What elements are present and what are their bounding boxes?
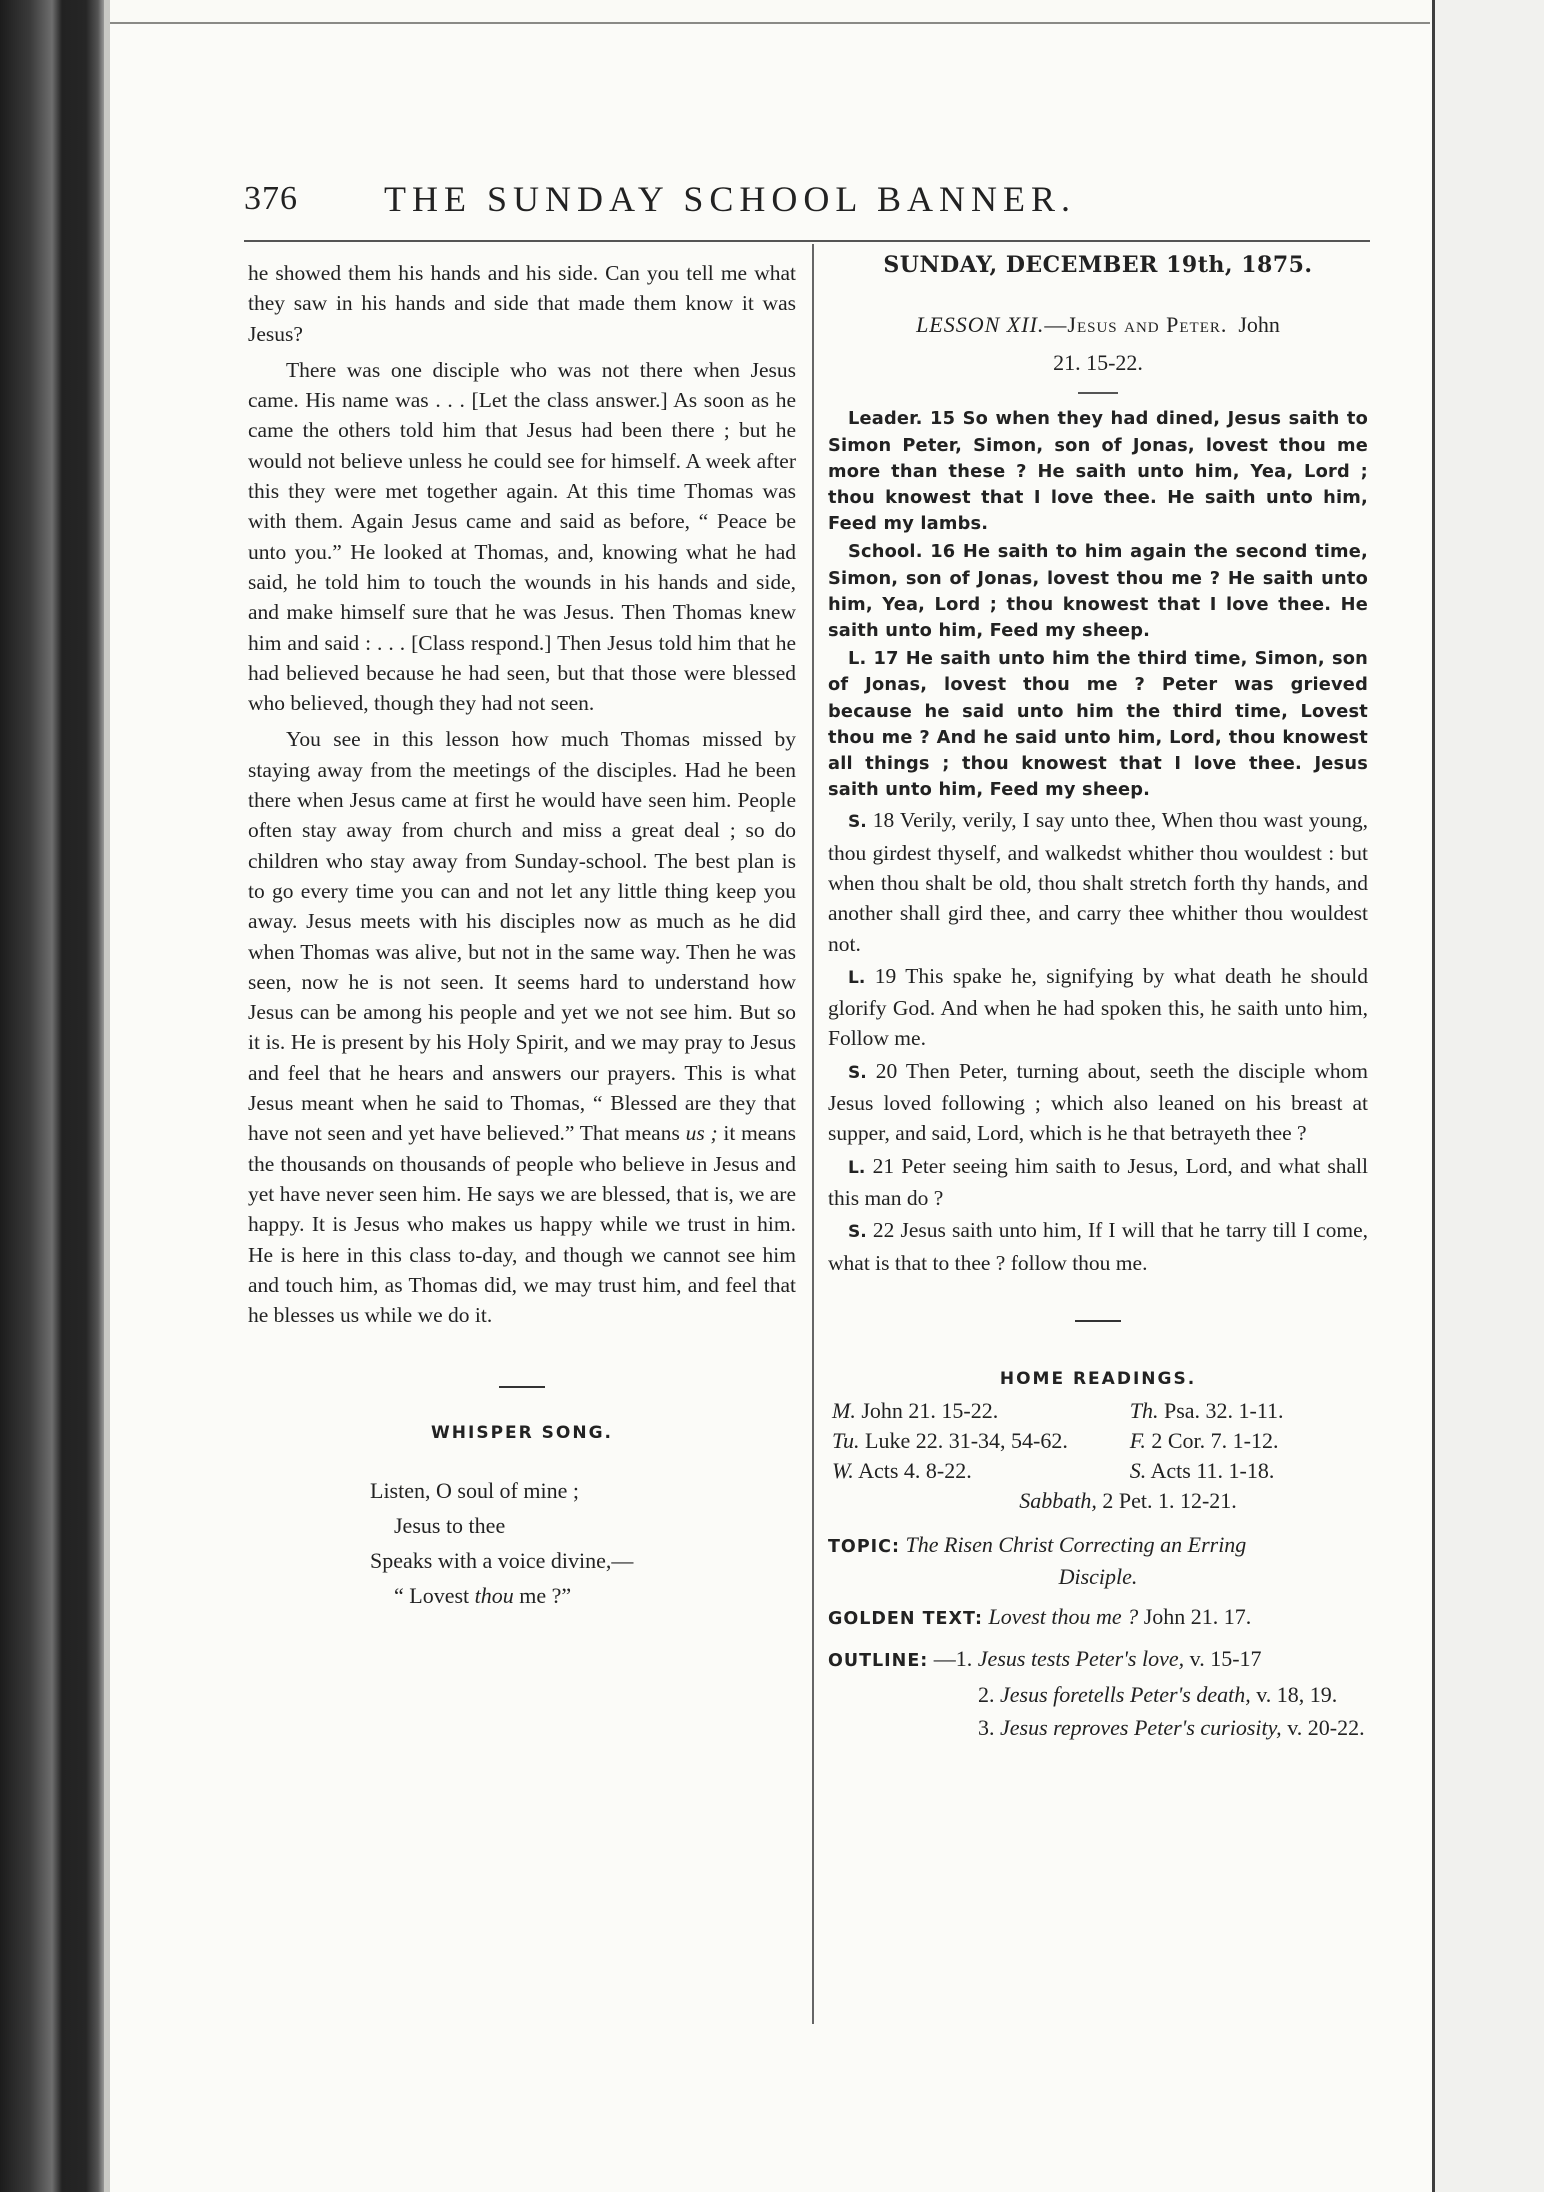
reading xyxy=(1130,1396,1358,1426)
poem-line: Jesus to thee xyxy=(394,1512,506,1538)
verse-text: 19 This spake he, signifying by what death he should glorify God. And when he had spoken this, he saith unto him, Follow me. xyxy=(828,963,1368,1051)
outline xyxy=(828,1642,1368,1744)
left-column xyxy=(248,258,796,1613)
lesson-ref-book: John xyxy=(1238,312,1280,338)
verse xyxy=(828,805,1368,958)
outline-ref: v. 18, 19. xyxy=(1250,1682,1338,1708)
verse-text: 22 Jesus saith unto him, If I will that he tarry till I come, what is that to thee ? follow thou me. xyxy=(828,1218,1368,1275)
outline-label: OUTLINE: xyxy=(828,1651,929,1672)
golden-text-quote: Lovest thou me ? xyxy=(988,1604,1139,1630)
paragraph: There was one disciple who was not there when Jesus came. His name was . . . [Let the class answer.] As soon as he came the others told him that Jesus had been there ; but he would not believe unless he could see for himself. A week after this they were met together again. At this time Thomas was with them. Again Jesus came and said as before, “ Peace be unto you.” He looked at Thomas, and, knowing what he had said, he told him to touch the wounds in his hands and side, and make himself sure that he was Jesus. Then Thomas knew him and said : . . . [Class respond.] Then Jesus told him that he had believed because he had seen, but that those were blessed who believed, though they had not seen. xyxy=(248,357,796,716)
reading-ref: 2 Pet. 1. 12-21. xyxy=(1096,1488,1237,1514)
column-divider xyxy=(812,244,814,2024)
outline-item xyxy=(828,1642,1368,1678)
responsive-verse: School. 16 He saith to him again the second time, Simon, son of Jonas, lovest thou me ? He saith unto him, Yea, Lord ; thou knowest that I love thee. He saith unto him, Feed my sheep. xyxy=(828,541,1368,641)
header-rule xyxy=(244,240,1370,242)
paragraph: he showed them his hands and his side. Can you tell me what they saw in his hands and side that made them know it was Jesus? xyxy=(248,261,796,346)
outline-ref: v. 20-22. xyxy=(1281,1715,1365,1741)
paragraph xyxy=(248,724,796,1330)
lesson-ref-verses: 21. 15-22. xyxy=(1053,350,1143,376)
reading-row xyxy=(828,1426,1368,1456)
poem-line: Speaks with a voice divine,— xyxy=(370,1547,634,1573)
poem-text: “ Lovest xyxy=(394,1582,475,1608)
reading-ref: Psa. 32. 1-11. xyxy=(1158,1398,1284,1424)
topic-label: TOPIC: xyxy=(828,1537,900,1558)
reading-day: Sabbath, xyxy=(1019,1488,1097,1514)
reading-row xyxy=(828,1396,1368,1426)
reading xyxy=(832,1396,1130,1426)
running-header xyxy=(244,178,1374,228)
responsive-reading xyxy=(828,406,1368,803)
poem-text: me ?” xyxy=(513,1582,572,1608)
responsive-verse: Leader. 15 So when they had dined, Jesus saith to Simon Peter, Simon, son of Jonas, lovest thou me more than these ? He saith unto him, Yea, Lord ; thou knowest that I love thee. He saith unto him, Feed my lambs. xyxy=(828,408,1368,535)
verse xyxy=(828,1151,1368,1214)
speaker-mark: S. xyxy=(848,812,867,833)
reading-day: Th. xyxy=(1129,1398,1159,1424)
home-readings-heading: HOME READINGS. xyxy=(999,1368,1197,1389)
poem-line xyxy=(370,1578,796,1613)
speaker-mark: L. xyxy=(848,1157,866,1178)
whisper-song-heading: WHISPER SONG. xyxy=(431,1423,613,1444)
lesson-title: —Jesus and Peter. xyxy=(1044,312,1228,338)
paragraph-text: You see in this lesson how much Thomas missed by staying away from the meetings of the disciples. Had he been there when Jesus came at first he would have seen him. People often stay away from church and miss a great deal ; so do children who stay away from Sunday-school. The best plan is to go every time you can and not let any little thing keep you away. Jesus meets with his disciples now as much as he did when Thomas was alive, but not in the same way. Then he was seen, now he is not seen. It seems hard to understand how Jesus can be among his people and yet we not see him. But so it is. He is present by his Holy Spirit, and we may pray to Jesus and feel that he hears and answers our prayers. This is what Jesus meant when he said to Thomas, “ Blessed are they that have not seen and yet have believed.” That means xyxy=(248,727,796,1146)
reading-ref: Acts 11. 1-18. xyxy=(1146,1458,1275,1484)
page-top-edge xyxy=(110,22,1430,24)
home-readings xyxy=(828,1396,1368,1516)
next-page-edge xyxy=(1432,0,1544,2192)
reading xyxy=(1130,1456,1358,1486)
topic xyxy=(828,1530,1368,1562)
reading xyxy=(1130,1426,1358,1456)
verse xyxy=(828,1215,1368,1278)
topic-continued xyxy=(828,1562,1368,1592)
responsive-verse: L. 17 He saith unto him the third time, Simon, son of Jonas, lovest thou me ? Peter was grieved because he said unto him the third time, Lovest thou me ? And he said unto him, Lord, thou knowest all things ; thou knowest that I love thee. Jesus saith unto him, Feed my sheep. xyxy=(828,648,1368,801)
reading-ref: 2 Cor. 7. 1-12. xyxy=(1145,1428,1279,1454)
lesson-date: SUNDAY, DECEMBER 19th, 1875. xyxy=(883,252,1313,278)
page-number: 376 xyxy=(244,180,298,217)
topic-text: Disciple. xyxy=(1058,1564,1138,1590)
reading-ref: Luke 22. 31-34, 54-62. xyxy=(859,1428,1068,1454)
outline-text: Jesus reproves Peter's curiosity, xyxy=(1000,1715,1282,1741)
golden-text-ref: John 21. 17. xyxy=(1138,1604,1252,1630)
reading xyxy=(832,1456,1130,1486)
outline-item xyxy=(828,1678,1368,1711)
emphasis: thou xyxy=(474,1582,514,1608)
lesson-heading xyxy=(828,306,1368,382)
speaker-mark: L. xyxy=(848,967,866,988)
reading-ref: John 21. 15-22. xyxy=(855,1398,999,1424)
right-column xyxy=(828,244,1368,1744)
reading-ref: Acts 4. 8-22. xyxy=(853,1458,972,1484)
golden-text xyxy=(828,1602,1368,1634)
outline-ref: v. 15-17 xyxy=(1184,1646,1262,1672)
reading-day: M. xyxy=(832,1398,856,1424)
sabbath-reading xyxy=(828,1486,1368,1516)
section-dash xyxy=(499,1386,545,1388)
verse-text: 20 Then Peter, turning about, seeth the disciple whom Jesus loved following ; which also leaned on his breast at supper, and said, Lord, which is he that betrayeth thee ? xyxy=(828,1058,1368,1146)
reading-day: Tu. xyxy=(832,1428,860,1454)
reading-row xyxy=(828,1456,1368,1486)
outline-number: 2. xyxy=(978,1682,1000,1708)
verse-text: 21 Peter seeing him saith to Jesus, Lord, and what shall this man do ? xyxy=(828,1153,1368,1210)
outline-number: —1. xyxy=(928,1646,978,1672)
book-binding xyxy=(0,0,104,2192)
running-title: THE SUNDAY SCHOOL BANNER. xyxy=(384,179,1077,219)
verse xyxy=(828,1056,1368,1149)
outline-number: 3. xyxy=(978,1715,1000,1741)
poem-line: Listen, O soul of mine ; xyxy=(370,1477,579,1503)
paragraph-text: it means the thousands on thousands of people who believe in Jesus and yet have never seen him. He says we are blessed, that is, we are happy. It is Jesus who makes us happy while we trust in him. He is here in this class to-day, and though we cannot see him and touch him, as Thomas did, we may trust him, and feel that he blesses us while we do it. xyxy=(248,1121,796,1328)
whisper-song xyxy=(248,1473,796,1613)
outline-text: Jesus tests Peter's love, xyxy=(977,1646,1185,1672)
verse xyxy=(828,961,1368,1054)
speaker-mark: S. xyxy=(848,1062,867,1083)
reading-day: W. xyxy=(832,1458,854,1484)
topic-text: The Risen Christ Correcting an Erring xyxy=(905,1532,1247,1558)
outline-item xyxy=(828,1711,1368,1744)
verse-text: 18 Verily, verily, I say unto thee, When thou wast young, thou girdest thyself, and walkedst whither thou wouldest : but when thou shalt be old, thou shalt stretch forth thy hands, and another shall gird thee, and carry thee whither thou wouldest not. xyxy=(828,808,1368,956)
short-rule xyxy=(1078,392,1118,394)
reading-day: S. xyxy=(1129,1458,1147,1484)
golden-text-label: GOLDEN TEXT: xyxy=(828,1609,983,1630)
reading xyxy=(832,1426,1130,1456)
emphasis: us ; xyxy=(685,1121,718,1146)
speaker-mark: S. xyxy=(848,1222,867,1243)
section-dash xyxy=(1075,1320,1121,1322)
scripture-verses xyxy=(828,805,1368,1277)
reading-day: F. xyxy=(1129,1428,1146,1454)
lesson-number: LESSON XII. xyxy=(916,312,1045,338)
outline-text: Jesus foretells Peter's death, xyxy=(1000,1682,1251,1708)
